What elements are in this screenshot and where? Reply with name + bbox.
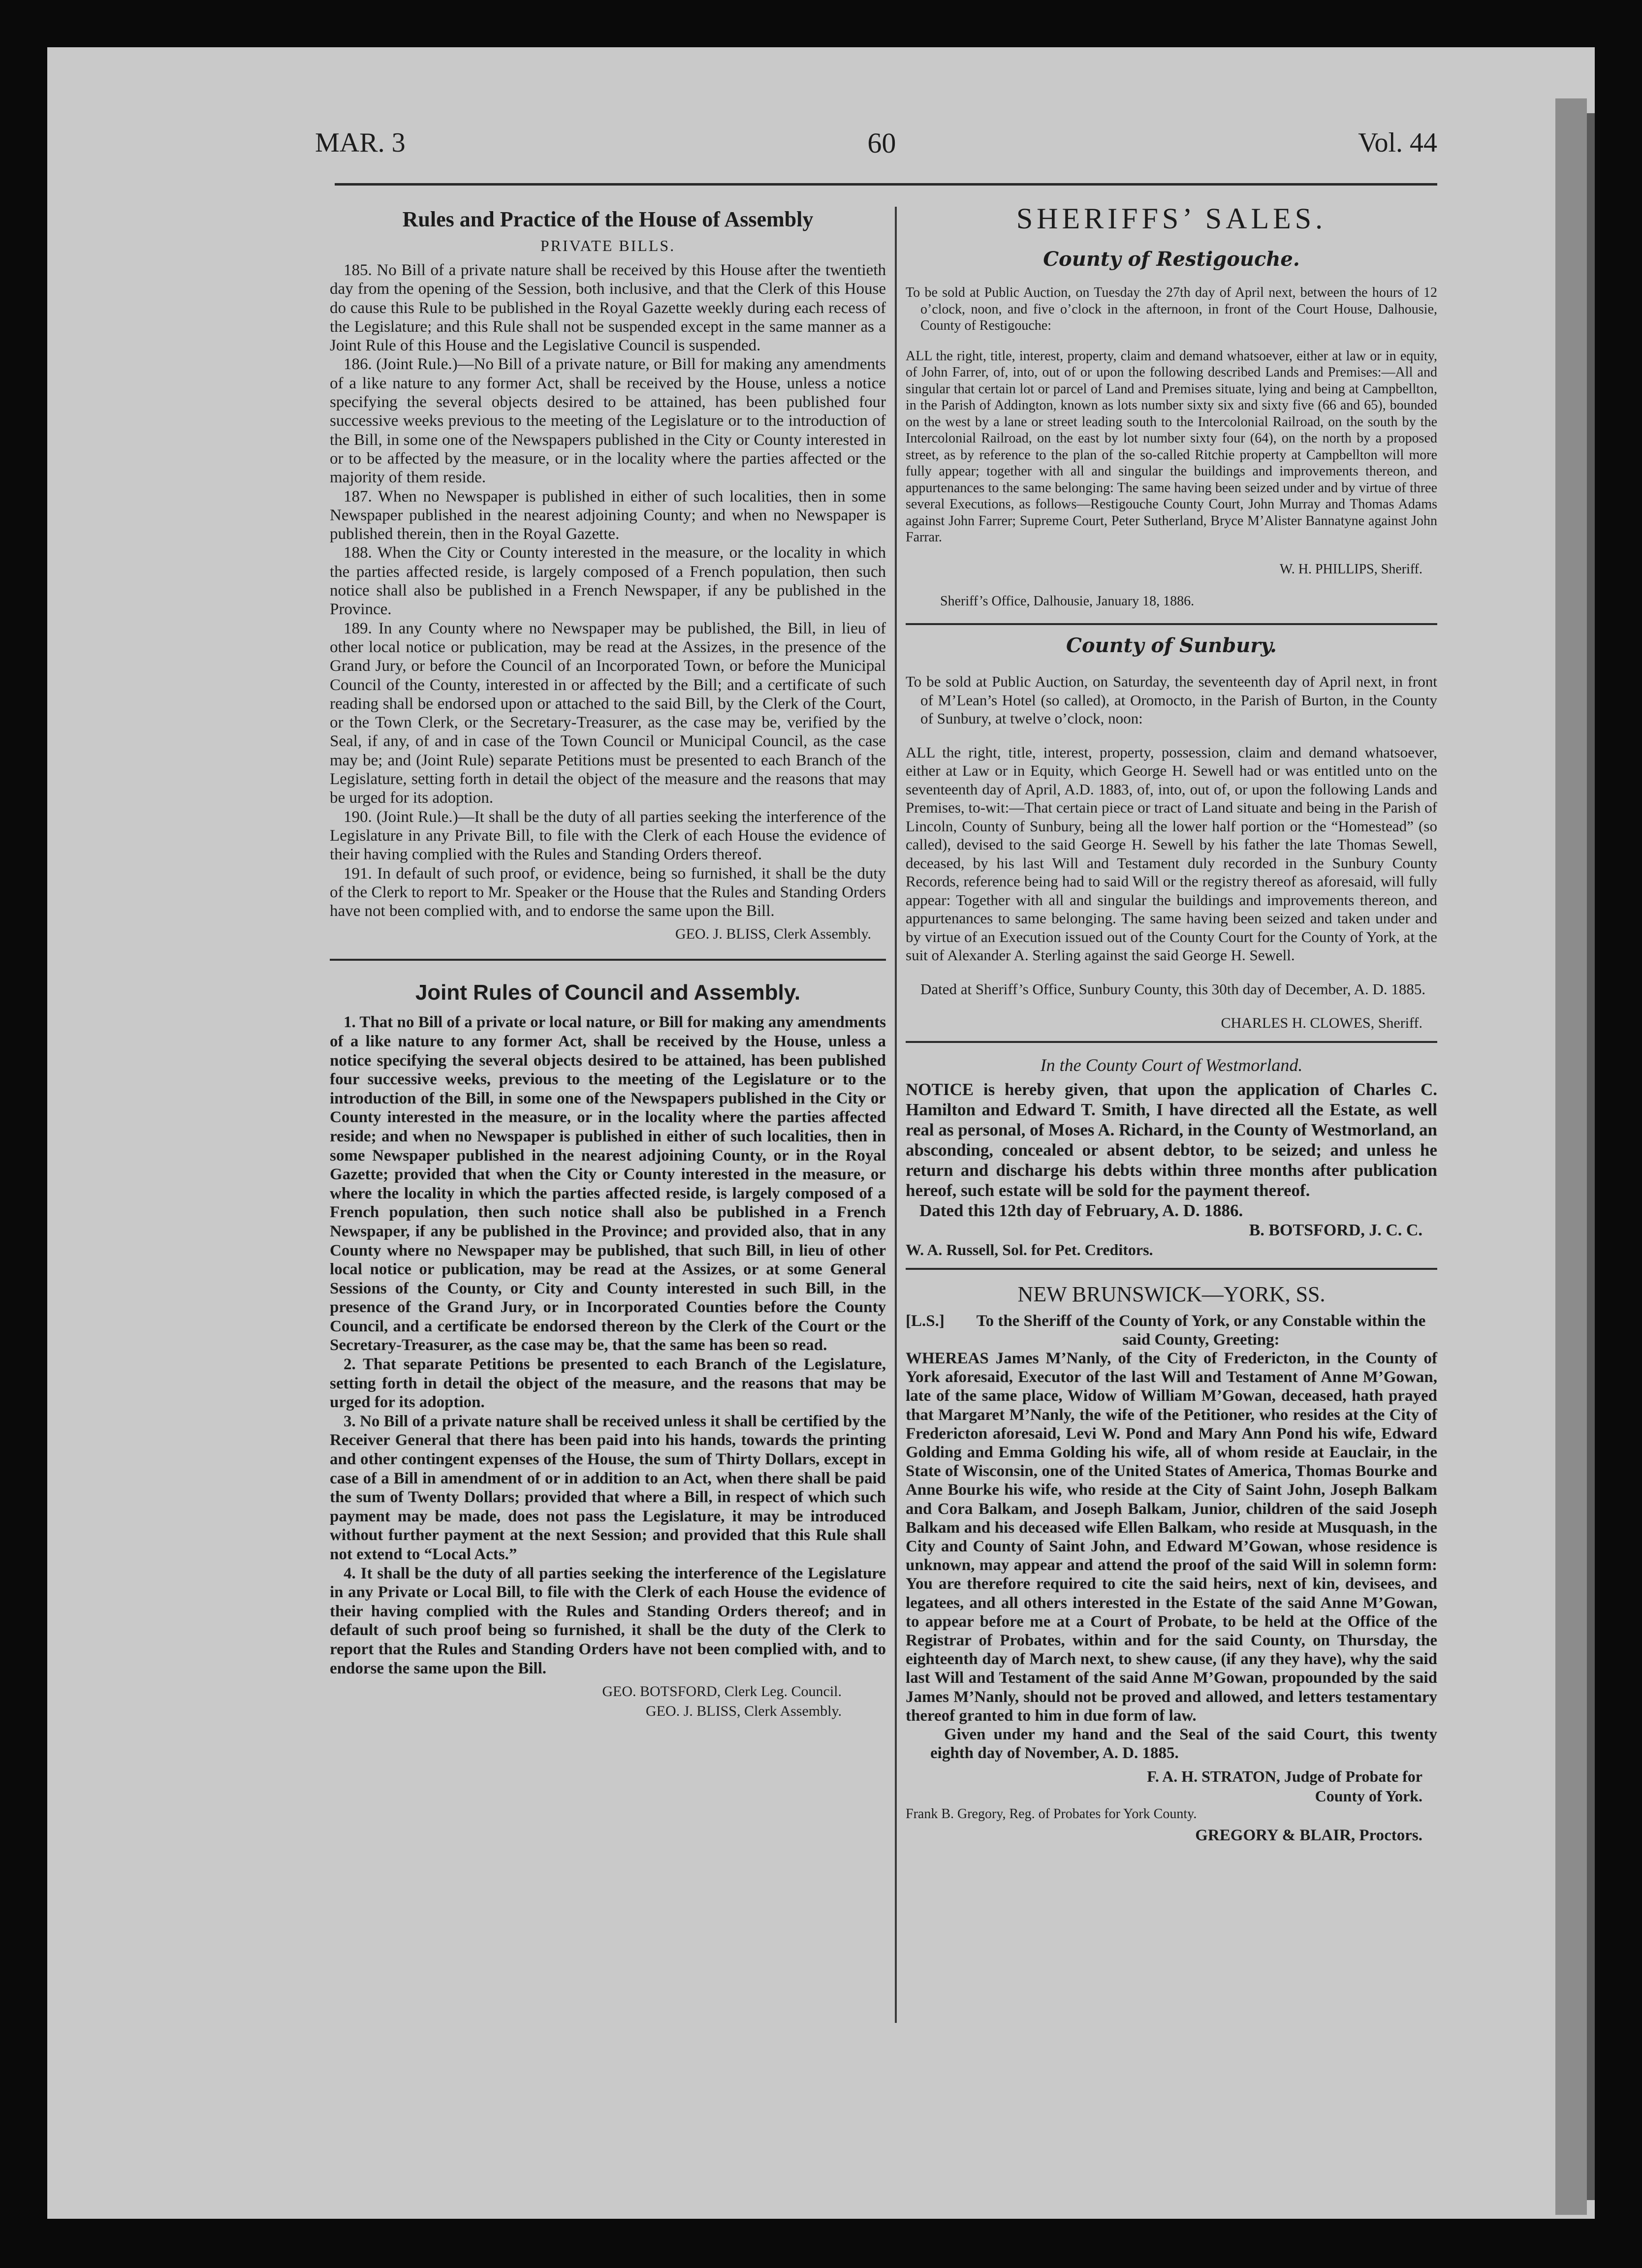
rule-185: 185. No Bill of a private nature shall be received by this House after the twentieth day from the opening of the Session, both inclusive, and that the Clerk of this House do cause this Rule to be published in the Royal Gazette weekly during each recess of the Legislature; and this Rule shall not be suspended except in the same manner as a Joint Rule of this House and the Legislative Council is suspended. <box>330 261 886 355</box>
rules-title: Rules and Practice of the House of Assembly <box>402 207 814 231</box>
joint-signature-assembly: GEO. J. BLISS, Clerk Assembly. <box>645 1703 842 1720</box>
joint-rule-4: 4. It shall be the duty of all parties seeking the interference of the Legislature in any Private or Local Bill, to file with the Clerk of each House the evidence of their having complied with the Rules and Standing Orders thereof; and in default of such proof being so furnished, it shall be the duty of the Clerk to report that the Rules and Standing Orders have not been complied with, and to endorse the same upon the Bill. <box>330 1564 886 1677</box>
york-address: To the Sheriff of the County of York, or any Constable within the said County, Greeting: <box>976 1312 1426 1349</box>
sunbury-heading: County of Sunbury. <box>1066 634 1277 657</box>
joint-rule-3: 3. No Bill of a private nature shall be received unless it shall be certified by the Receiver General that there has been paid into his hands, towards the printing and other contingent expenses of the House, the sum of Thirty Dollars, except in case of a Bill in amendment of or in addition to an Act, when there shall be paid the sum of Twenty Dollars; provided that where a Bill, in respect of which such payment may be made, does not pass the Legislature, it may be introduced without further payment at the next Session; and provided that this Rule shall not extend to “Local Acts.” <box>330 1412 886 1564</box>
restigouche-divider <box>906 623 1437 625</box>
joint-rules-title: Joint Rules of Council and Assembly. <box>415 980 801 1005</box>
private-bills-heading: PRIVATE BILLS. <box>540 237 676 254</box>
rule-189: 189. In any County where no Newspaper may be published, the Bill, in lieu of other local notice or publication, may be read at the Assizes, in the presence of the Grand Jury, or before the Council of an Incorporated Town, or before the Municipal Council of the County, interested in or affected by the Bill; and a certificate of such reading shall be endorsed upon or attached to the said Bill, by the Clerk of the Court, or the Town Clerk, or the Secretary-Treasurer, as the case may be, verified by the Seal, if any, of and in case of the Town Council or Municipal Council, as the case may be; and (Joint Rule) separate Petitions must be presented to each Branch of the Legislature, setting forth in detail the object of the measure and the reasons that may be urged for its adoption. <box>330 619 886 807</box>
westmorland-notice <box>906 1079 1437 1221</box>
rule-191: 191. In default of such proof, or evidence, being so furnished, it shall be the duty of the Clerk to report to Mr. Speaker or the House that the Rules and Standing Orders have not been complied with, and to endorse the same upon the Bill. <box>330 864 886 920</box>
joint-rule-2: 2. That separate Petitions be presented to each Branch of the Legislature, setting forth in detail the object of the measure, and the reasons that may be urged for its adoption. <box>330 1355 886 1412</box>
rule-188: 188. When the City or County interested in the measure, or the locality in which the parties affected reside, is largely composed of a French population, then such notice shall also be published in a French Newspaper, if any be published in the Province. <box>330 544 886 619</box>
sunbury-sheriff: CHARLES H. CLOWES, Sheriff. <box>1221 1015 1422 1031</box>
sunbury-intro: To be sold at Public Auction, on Saturday, the seventeenth day of April next, in front of M’Lean’s Hotel (so called), at Oromocto, in the Parish of Burton, in the County of Sunbury, at twelve o’clock, noon: <box>906 673 1437 727</box>
left-column <box>330 192 886 1721</box>
right-column <box>906 192 1437 1845</box>
sunbury-dated: Dated at Sheriff’s Office, Sunbury County, this 30th day of December, A. D. 1885. <box>920 980 1426 998</box>
issue-date: MAR. 3 <box>315 127 406 158</box>
page-header <box>315 108 1437 177</box>
york-judge: F. A. H. STRATON, Judge of Probate for County of York. <box>1147 1767 1422 1805</box>
york-seal-mark: [L.S.] <box>906 1312 945 1330</box>
rules-signature: GEO. J. BLISS, Clerk Assembly. <box>675 926 871 943</box>
york-registrar: Frank B. Gregory, Reg. of Probates for York County. <box>906 1806 1197 1822</box>
rule-190: 190. (Joint Rule.)—It shall be the duty of all parties seeking the interference of the Legislature in any Private Bill, to file with the Clerk of each House the evidence of their having complied with the Rules and Standing Orders thereof. <box>330 808 886 864</box>
york-proctors: GREGORY & BLAIR, Proctors. <box>1195 1827 1422 1845</box>
restigouche-intro: To be sold at Public Auction, on Tuesday the 27th day of April next, between the hours of 12 o’clock, noon, and five o’clock in the afternoon, in front of the Court House, Dalhousie, County of Restigouche: <box>906 285 1437 333</box>
page-edge-dark <box>1587 113 1595 2200</box>
page-edge-shadow <box>1555 98 1587 2215</box>
page-number: 60 <box>867 126 896 159</box>
york-body: WHEREAS James M’Nanly, of the City of Fredericton, in the County of York aforesaid, Executor of the last Will and Testament of Anne M’Gowan, late of the same place, Widow of William M’Gowan, deceased, hath prayed that Margaret M’Nanly, the wife of the Petitioner, who resides at the City of Fredericton aforesaid, Levi W. Pond and Mary Ann Pond his wife, Edward Golding and Emma Golding his wife, all of whom reside at Eauclair, in the State of Wisconsin, one of the United States of America, Thomas Bourke and Anne Bourke his wife, who reside at the City of Saint John, Joseph Balkam and Cora Balkam, and Joseph Balkam, Junior, children of the said Joseph Balkam and his deceased wife Ellen Balkam, who reside at Musquash, in the City and County of Saint John, and Edward M’Gowan, whose residence is unknown, may appear and attend the proof of the said Will in solemn form: You are therefore required to cite the said heirs, next of kin, devisees, and legatees, and all others interested in the Estate of the said Anne M’Gowan, to appear before me at a Court of Probate, to be held at the Office of the Registrar of Probates, within and for the said County, on Thursday, the eighteenth day of March next, to shew cause, (if any they have), why the said last Will and Testament of the said Anne M’Gowan, propounded by the said James M’Nanly, should not be proved and allowed, and letters testamentary thereof granted to him in due form of law. <box>906 1350 1437 1725</box>
joint-signature-council: GEO. BOTSFORD, Clerk Leg. Council. <box>602 1683 842 1700</box>
westmorland-divider <box>906 1268 1437 1270</box>
sunbury-divider <box>906 1041 1437 1043</box>
westmorland-solicitor: W. A. Russell, Sol. for Pet. Creditors. <box>906 1241 1153 1259</box>
westmorland-body: NOTICE is hereby given, that upon the application of Charles C. Hamilton and Edward T. Smith, I have directed all the Estate, as well real as personal, of Moses A. Richard, in the County of Westmorland, an absconding, concealed or absent debtor, to be seized; and unless he return and discharge his debts within three months after publication hereof, such estate will be sold for the payment thereof. <box>906 1080 1437 1200</box>
section-divider <box>330 959 886 961</box>
york-address-row <box>906 1312 1437 1349</box>
sheriffs-sales-title: SHERIFFS’ SALES. <box>1016 202 1327 235</box>
york-citation <box>906 1282 1437 1845</box>
joint-rules <box>330 1013 886 1678</box>
restigouche-sheriff: W. H. PHILLIPS, Sheriff. <box>1279 561 1422 577</box>
york-title: NEW BRUNSWICK—YORK, SS. <box>1017 1282 1326 1306</box>
header-rule <box>335 183 1437 186</box>
westmorland-court-title: In the County Court of Westmorland. <box>1040 1055 1303 1075</box>
restigouche-dated: Sheriff’s Office, Dalhousie, January 18, 1886. <box>940 593 1195 609</box>
westmorland-judge: B. BOTSFORD, J. C. C. <box>1249 1221 1422 1239</box>
restigouche-heading: County of Restigouche. <box>1043 248 1300 271</box>
column-divider <box>895 207 897 2023</box>
rule-187: 187. When no Newspaper is published in either of such localities, then in some Newspaper published in the nearest adjoining County; and when no Newspaper is published therein, then in the Royal Gazette. <box>330 487 886 543</box>
restigouche-body: ALL the right, title, interest, property, claim and demand whatsoever, either at law or in equity, of John Farrer, of, into, out of or upon the following described Lands and Premises:—All and singular that certain lot or parcel of Land and Premises situate, lying and being at Campbellton, in the Parish of Addington, known as lots number sixty six and sixty five (66 and 65), bounded on the west by a lane or street leading south to the Intercolonial Railroad, on the south by the Intercolonial Railroad, on the east by lot number sixty four (64), on the north by a proposed street, as by reference to the plan of the so-called Ritchie property at Campbellton will more fully appear; together with all and singular the buildings and improvements thereon, and appurtenances to the same belonging: The same having been seized under and by virtue of three several Executions, as follows—Restigouche County Court, John Murray and Thomas Adams against John Farrer; Supreme Court, Peter Sutherland, Bryce M’Alister Bannatyne against John Farrar. <box>906 348 1437 545</box>
westmorland-dated: Dated this 12th day of February, A. D. 1886. <box>919 1201 1243 1220</box>
sunbury-body: ALL the right, title, interest, property, possession, claim and demand whatsoever, either at Law or in Equity, which George H. Sewell had or was entitled unto on the seventeenth day of April, A.D. 1883, of, into, out of, or upon the following Lands and Premises, to-wit:—That certain piece or tract of Land situate and being in the Parish of Lincoln, County of Sunbury, being all the lower half portion or the “Homestead” (so called), devised to the said George H. Sewell by his father the late Thomas Sewell, deceased, by his last Will and Testament duly recorded in the Sunbury County Records, reference being had to said Will or the registry thereof as aforesaid, will fully appear: Together with all and singular the buildings and improvements thereon, and appurtenances to same belonging. The same having been seized and taken under and by virtue of an Execution issued out of the County Court for the County of York, at the suit of Alexander A. Sterling against the said George H. Sewell. <box>906 743 1437 964</box>
joint-rule-1: 1. That no Bill of a private or local nature, or Bill for making any amendments of a like nature to any former Act, shall be received by the House, unless a notice specifying the several objects desired to be attained, has been published four successive weeks, previous to the meeting of the Legislature or to the introduction of the Bill, in some one of the Newspapers published in the City or County interested in the measure, or in the locality where the parties affected reside; and when no Newspaper is published in either of such localities, then in some Newspaper published in the nearest adjoining County, or in the Royal Gazette; provided that when the City or County interested in the measure, or where the locality in which the parties affected reside, is largely composed of a French population, then such notice shall also be published in a French Newspaper, if any be published in the Province; and provided also, that in any County where no Newspaper may be published, that such Bill, in lieu of other local notice or publication, may be read at the Assizes, or at some General Sessions of the County, or City and County interested in such Bill, in the presence of the Grand Jury, or in Incorporated Counties before the County Council, and a certificate be endorsed thereon by the Clerk of the Court or the Secretary-Treasurer, as the case may be, that the same has been so read. <box>330 1013 886 1354</box>
rule-186: 186. (Joint Rule.)—No Bill of a private nature, or Bill for making any amendments of a like nature to any former Act, shall be received by the House, unless a notice specifying the several objects desired to be attained, has been published four successive weeks previous to the meeting of the Legislature or to the introduction of the Bill, in some one of the Newspapers published in the City or County interested in or to be affected by the measure, or in the locality where the parties affected or the majority of them reside. <box>330 355 886 487</box>
volume-number: Vol. 44 <box>1358 127 1437 158</box>
york-given: Given under my hand and the Seal of the said Court, this twenty eighth day of November, A. D. 1885. <box>930 1726 1437 1763</box>
